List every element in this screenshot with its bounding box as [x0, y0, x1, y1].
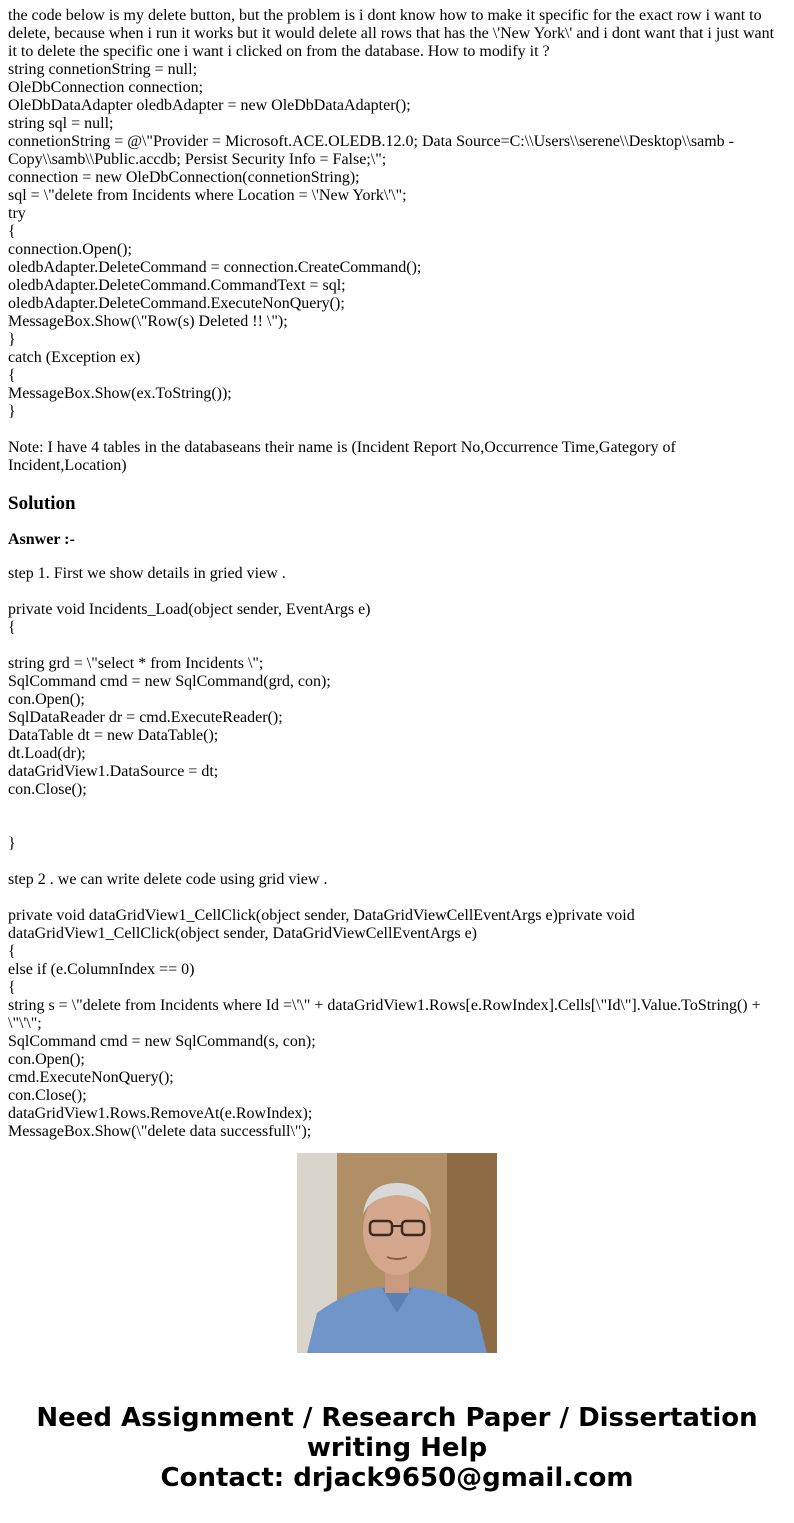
code-line: oledbAdapter.DeleteCommand.ExecuteNonQuery(); — [8, 295, 345, 312]
footer-banner — [0, 1403, 794, 1493]
code-line: } — [8, 835, 16, 852]
code-line: private void dataGridView1_CellClick(object sender, DataGridViewCellEventArgs e)private void dataGridView1_CellClick(object sender, DataGridViewCellEventArgs e) — [8, 907, 635, 942]
code-line: oledbAdapter.DeleteCommand.CommandText = sql; — [8, 277, 346, 294]
answer-label: Asnwer :- — [8, 531, 75, 548]
solution-heading: Solution — [8, 493, 76, 514]
spacer — [8, 637, 780, 655]
code-line: { — [8, 979, 16, 996]
code-line: OleDbDataAdapter oledbAdapter = new OleDbDataAdapter(); — [8, 97, 411, 114]
spacer — [8, 421, 780, 439]
code-line: SqlCommand cmd = new SqlCommand(s, con); — [8, 1033, 316, 1050]
question-note: Note: I have 4 tables in the databaseans their name is (Incident Report No,Occurrence Time,Gategory of Incident,Location) — [8, 439, 676, 474]
code-line: string s = \"delete from Incidents where Id =\'\" + dataGridView1.Rows[e.RowIndex].Cells[\"Id\"].Value.ToString() + \"\'\"; — [8, 997, 761, 1032]
code-line: dt.Load(dr); — [8, 745, 86, 762]
code-line: string grd = \"select * from Incidents \"; — [8, 655, 264, 672]
code-line: { — [8, 223, 16, 240]
code-line: { — [8, 367, 16, 384]
code-line: con.Open(); — [8, 691, 85, 708]
code-line: string sql = null; — [8, 115, 114, 132]
question-intro: the code below is my delete button, but the problem is i dont know how to make it specific for the exact row i want to delete, because when i run it works but it would delete all rows that has the \'New York\' and i dont want that i just want it to delete the specific one i want i clicked on from the database. How to modify it ? — [8, 7, 775, 60]
article-content — [8, 7, 780, 1140]
code-line: { — [8, 943, 16, 960]
code-line: connetionString = @\"Provider = Microsoft.ACE.OLEDB.12.0; Data Source=C:\\Users\\serene\\Desktop\\samb - Copy\\samb\\Public.accdb; Persist Security Info = False;\"; — [8, 133, 735, 168]
code-line: { — [8, 619, 16, 636]
code-line: con.Close(); — [8, 781, 87, 798]
code-line: DataTable dt = new DataTable(); — [8, 727, 219, 744]
code-line: MessageBox.Show(\"delete data successfull\"); — [8, 1123, 312, 1140]
spacer — [8, 817, 780, 835]
author-photo — [297, 1153, 497, 1353]
code-line: MessageBox.Show(\"Row(s) Deleted !! \"); — [8, 313, 288, 330]
code-line: string connetionString = null; — [8, 61, 198, 78]
footer-line-2: writing Help — [306, 1433, 488, 1463]
code-line: MessageBox.Show(ex.ToString()); — [8, 385, 232, 402]
step2-text: step 2 . we can write delete code using grid view . — [8, 871, 328, 888]
code-line: con.Open(); — [8, 1051, 85, 1068]
code-line: catch (Exception ex) — [8, 349, 141, 366]
code-line: try — [8, 205, 26, 222]
code-line: SqlDataReader dr = cmd.ExecuteReader(); — [8, 709, 283, 726]
step1-text: step 1. First we show details in gried view . — [8, 565, 286, 582]
code-line: OleDbConnection connection; — [8, 79, 204, 96]
code-line: connection.Open(); — [8, 241, 132, 258]
code-line: connection = new OleDbConnection(connetionString); — [8, 169, 360, 186]
code-line: } — [8, 331, 16, 348]
footer-contact: Contact: drjack9650@gmail.com — [160, 1463, 634, 1493]
code-line: oledbAdapter.DeleteCommand = connection.CreateCommand(); — [8, 259, 422, 276]
code-line: dataGridView1.Rows.RemoveAt(e.RowIndex); — [8, 1105, 313, 1122]
code-line: else if (e.ColumnIndex == 0) — [8, 961, 195, 978]
code-line: sql = \"delete from Incidents where Location = \'New York\'\"; — [8, 187, 407, 204]
code-line: cmd.ExecuteNonQuery(); — [8, 1069, 174, 1086]
code-line: SqlCommand cmd = new SqlCommand(grd, con); — [8, 673, 331, 690]
code-line: } — [8, 403, 16, 420]
code-line: dataGridView1.DataSource = dt; — [8, 763, 219, 780]
footer-line-1: Need Assignment / Research Paper / Dissertation — [36, 1403, 758, 1433]
code-line: con.Close(); — [8, 1087, 87, 1104]
spacer — [8, 799, 780, 817]
author-avatar — [297, 1153, 497, 1353]
code-line: private void Incidents_Load(object sender, EventArgs e) — [8, 601, 371, 618]
question-code — [8, 61, 780, 421]
